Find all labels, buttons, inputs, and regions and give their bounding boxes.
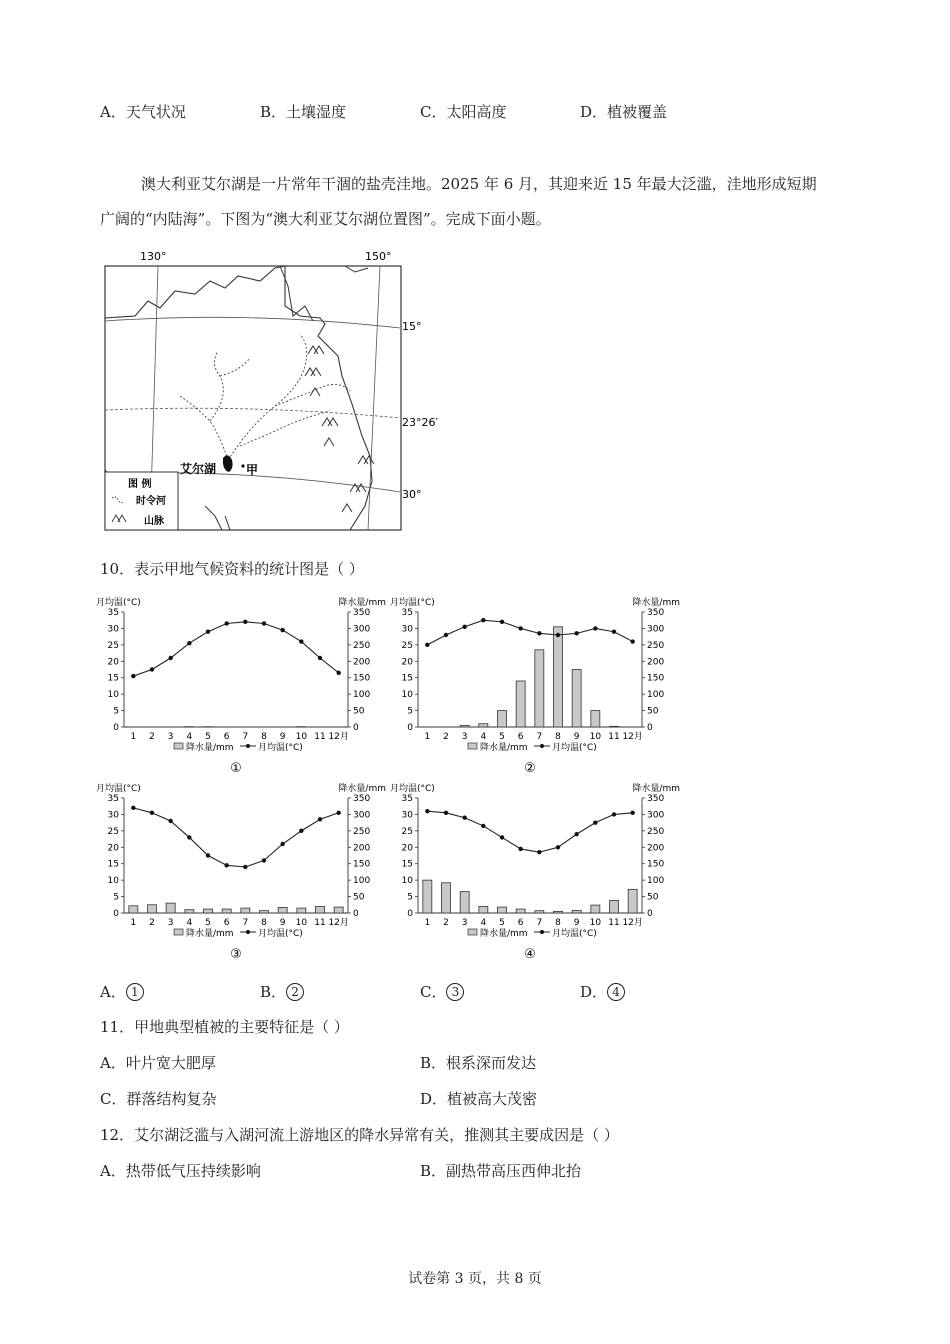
left-tick-label: 20 xyxy=(107,843,119,854)
precip-bar xyxy=(316,906,325,913)
legend-precip-swatch xyxy=(174,929,183,935)
month-label: 4 xyxy=(186,918,193,928)
temp-point xyxy=(425,643,429,647)
month-label: 10 xyxy=(295,918,308,928)
month-label: 1 xyxy=(130,918,137,928)
left-tick-label: 0 xyxy=(407,909,413,919)
temp-point xyxy=(537,631,541,635)
right-tick-label: 350 xyxy=(353,794,371,804)
left-tick-label: 30 xyxy=(401,624,413,635)
temp-line xyxy=(427,811,632,852)
temp-point xyxy=(168,656,172,660)
lat-label-15: 15° xyxy=(402,320,422,333)
precip-bar xyxy=(554,911,563,913)
temp-point xyxy=(318,817,322,821)
left-tick-label: 20 xyxy=(401,657,413,668)
q10-option-a[interactable] xyxy=(100,981,144,1002)
temp-line xyxy=(427,620,632,645)
left-axis-title: 月均温(°C) xyxy=(96,784,141,794)
precip-bar xyxy=(185,910,194,913)
month-label: 7 xyxy=(536,732,543,742)
legend-precip-swatch xyxy=(174,743,183,749)
precip-bar xyxy=(148,905,157,913)
left-axis-title: 月均温(°C) xyxy=(96,598,141,608)
q10-option-b-letter: B． xyxy=(260,983,287,1001)
right-tick-label: 0 xyxy=(353,723,359,733)
precip-bar xyxy=(479,906,488,913)
month-label: 5 xyxy=(205,918,211,928)
temp-point xyxy=(612,630,616,634)
temp-point xyxy=(444,811,448,815)
precip-bar xyxy=(516,909,525,913)
temp-point xyxy=(630,811,634,815)
temp-point xyxy=(574,832,578,836)
right-tick-label: 200 xyxy=(647,843,665,854)
temp-point xyxy=(224,621,228,625)
legend-temp-label: 月均温(°C) xyxy=(258,929,303,939)
temp-point xyxy=(150,667,154,671)
month-label: 3 xyxy=(461,918,468,928)
right-tick-label: 50 xyxy=(353,892,365,903)
right-tick-label: 0 xyxy=(353,909,359,919)
month-label: 12月 xyxy=(622,918,643,928)
map-legend xyxy=(105,472,178,530)
legend-temp-label: 月均温(°C) xyxy=(552,929,597,939)
temp-point xyxy=(537,850,541,854)
climate-chart-2 xyxy=(390,594,680,782)
temp-point xyxy=(262,621,266,625)
month-label: 4 xyxy=(186,732,193,742)
precip-bar xyxy=(129,906,138,913)
right-tick-label: 350 xyxy=(353,608,371,618)
temp-point xyxy=(462,816,466,820)
chart-number-label: ③ xyxy=(230,947,242,962)
left-axis-title: 月均温(°C) xyxy=(390,598,435,608)
month-label: 7 xyxy=(536,918,543,928)
right-tick-label: 200 xyxy=(353,843,371,854)
left-axis-title: 月均温(°C) xyxy=(390,784,435,794)
month-label: 6 xyxy=(223,732,230,742)
precip-bar xyxy=(610,726,619,727)
month-label: 12月 xyxy=(328,918,349,928)
left-tick-label: 15 xyxy=(401,859,413,870)
left-tick-label: 15 xyxy=(401,673,413,684)
legend-title: 图 例 xyxy=(128,479,152,490)
right-tick-label: 50 xyxy=(647,706,659,717)
right-tick-label: 300 xyxy=(353,810,371,821)
month-label: 11 xyxy=(314,918,326,928)
temp-point xyxy=(500,835,504,839)
legend-precip-label: 降水量/mm xyxy=(186,743,234,753)
temp-point xyxy=(518,626,522,630)
legend-precip-label: 降水量/mm xyxy=(480,743,528,753)
month-label: 3 xyxy=(461,732,468,742)
month-label: 4 xyxy=(480,732,487,742)
precip-bar xyxy=(334,907,343,913)
q10-option-d-mark: 4 xyxy=(607,983,625,1001)
month-label: 10 xyxy=(589,918,602,928)
page-footer: 试卷第 3 页，共 8 页 xyxy=(408,1271,542,1287)
chart-number-label: ② xyxy=(524,761,536,776)
temp-point xyxy=(206,630,210,634)
legend-river-label: 时令河 xyxy=(136,496,166,507)
right-tick-label: 0 xyxy=(647,909,653,919)
month-label: 4 xyxy=(480,918,487,928)
left-tick-label: 35 xyxy=(401,794,413,804)
temp-point xyxy=(280,842,284,846)
right-tick-label: 100 xyxy=(647,876,665,887)
right-tick-label: 150 xyxy=(353,859,371,870)
left-tick-label: 5 xyxy=(113,706,119,717)
month-label: 11 xyxy=(314,732,326,742)
temp-point xyxy=(224,863,228,867)
temp-point xyxy=(500,620,504,624)
left-tick-label: 10 xyxy=(107,876,119,887)
legend-precip-label: 降水量/mm xyxy=(186,929,234,939)
precip-bar xyxy=(554,627,563,727)
q10-option-d[interactable] xyxy=(580,981,625,1002)
temp-point xyxy=(187,641,191,645)
precip-bar xyxy=(479,724,488,727)
precip-bar xyxy=(423,880,432,913)
month-label: 1 xyxy=(424,918,431,928)
right-tick-label: 100 xyxy=(353,876,371,887)
temp-point xyxy=(444,633,448,637)
temp-point xyxy=(630,639,634,643)
right-axis-title: 降水量/mm xyxy=(338,784,386,794)
right-tick-label: 300 xyxy=(647,810,665,821)
q9-option-d[interactable]: D．植被覆盖 xyxy=(580,103,668,121)
precip-bar xyxy=(204,909,213,913)
chart-number-label: ① xyxy=(230,761,242,776)
right-tick-label: 150 xyxy=(647,859,665,870)
month-label: 5 xyxy=(499,732,505,742)
climate-chart-1 xyxy=(96,594,386,782)
month-label: 9 xyxy=(279,918,286,928)
point-label-jia: 甲 xyxy=(246,463,259,477)
q11-option-d[interactable]: D．植被高大茂密 xyxy=(420,1090,538,1108)
precip-bar xyxy=(516,681,525,727)
temp-point xyxy=(481,824,485,828)
precip-bar xyxy=(166,903,175,913)
temp-point xyxy=(518,847,522,851)
temp-point xyxy=(299,829,303,833)
temp-point xyxy=(243,620,247,624)
legend-precip-label: 降水量/mm xyxy=(480,929,528,939)
lat-label-30: 30° xyxy=(402,488,422,501)
right-tick-label: 300 xyxy=(647,624,665,635)
legend-temp-dot xyxy=(540,744,544,748)
temp-point xyxy=(168,819,172,823)
temp-point xyxy=(556,633,560,637)
precip-bar xyxy=(460,892,469,913)
intro-line-1: 澳大利亚艾尔湖是一片常年干涸的盐壳洼地。2025 年 6 月，其迎来近 15 年最大泛滥，洼地形成短期 xyxy=(141,175,817,193)
q10-option-c[interactable] xyxy=(420,981,464,1002)
temp-point xyxy=(187,835,191,839)
precip-bar xyxy=(628,889,637,913)
temp-point xyxy=(336,671,340,675)
left-tick-label: 20 xyxy=(401,843,413,854)
right-tick-label: 100 xyxy=(353,690,371,701)
month-label: 12月 xyxy=(328,732,349,742)
month-label: 8 xyxy=(555,918,561,928)
precip-bar xyxy=(278,907,287,913)
q10-option-c-letter: C． xyxy=(420,983,447,1001)
month-label: 8 xyxy=(261,918,267,928)
chart-number-label: ④ xyxy=(524,947,536,962)
precip-bar xyxy=(572,670,581,728)
temp-point xyxy=(206,853,210,857)
q10-option-b[interactable] xyxy=(260,981,304,1002)
month-label: 11 xyxy=(608,918,620,928)
climate-chart-3 xyxy=(96,780,386,968)
precip-bar xyxy=(610,901,619,913)
right-tick-label: 250 xyxy=(353,826,371,837)
q9-option-c[interactable]: C．太阳高度 xyxy=(420,103,507,121)
right-tick-label: 250 xyxy=(647,640,665,651)
right-tick-label: 0 xyxy=(647,723,653,733)
month-label: 2 xyxy=(149,918,155,928)
right-tick-label: 50 xyxy=(353,706,365,717)
legend-temp-label: 月均温(°C) xyxy=(552,743,597,753)
right-tick-label: 200 xyxy=(353,657,371,668)
precip-bar xyxy=(498,907,507,913)
month-label: 3 xyxy=(167,918,174,928)
q10-option-d-letter: D． xyxy=(580,983,608,1001)
left-tick-label: 15 xyxy=(107,673,119,684)
precip-bar xyxy=(535,911,544,913)
month-label: 3 xyxy=(167,732,174,742)
temp-point xyxy=(556,845,560,849)
left-tick-label: 30 xyxy=(107,810,119,821)
left-tick-label: 5 xyxy=(407,706,413,717)
temp-point xyxy=(131,674,135,678)
precip-bar xyxy=(498,711,507,727)
lon-label-150: 150° xyxy=(365,250,392,263)
left-tick-label: 10 xyxy=(401,876,413,887)
temp-point xyxy=(131,806,135,810)
legend-temp-label: 月均温(°C) xyxy=(258,743,303,753)
left-tick-label: 15 xyxy=(107,859,119,870)
q10-option-c-mark: 3 xyxy=(446,983,464,1001)
q10-option-b-mark: 2 xyxy=(286,983,304,1001)
precip-bar xyxy=(460,725,469,727)
month-label: 6 xyxy=(517,732,524,742)
q11-option-c[interactable]: C．群落结构复杂 xyxy=(100,1090,217,1108)
right-tick-label: 300 xyxy=(353,624,371,635)
climate-chart-4 xyxy=(390,780,680,968)
right-tick-label: 150 xyxy=(647,673,665,684)
left-tick-label: 35 xyxy=(401,608,413,618)
temp-line xyxy=(133,808,338,867)
temp-point xyxy=(481,618,485,622)
precip-bar xyxy=(442,883,451,913)
left-tick-label: 30 xyxy=(401,810,413,821)
month-label: 6 xyxy=(517,918,524,928)
temp-point xyxy=(150,811,154,815)
temp-line xyxy=(133,622,338,676)
q9-option-a[interactable]: A．天气状况 xyxy=(100,103,186,121)
month-label: 9 xyxy=(279,732,286,742)
lon-label-130: 130° xyxy=(140,250,167,263)
temp-point xyxy=(280,628,284,632)
legend-precip-swatch xyxy=(468,929,477,935)
left-tick-label: 0 xyxy=(113,909,119,919)
eyre-lake-location-map xyxy=(100,246,438,534)
right-tick-label: 100 xyxy=(647,690,665,701)
q12-stem: 12．艾尔湖泛滥与入湖河流上游地区的降水异常有关，推测其主要成因是（ ） xyxy=(100,1126,619,1144)
right-tick-label: 250 xyxy=(647,826,665,837)
month-label: 8 xyxy=(555,732,561,742)
left-tick-label: 0 xyxy=(407,723,413,733)
month-label: 11 xyxy=(608,732,620,742)
month-label: 5 xyxy=(499,918,505,928)
month-label: 9 xyxy=(573,918,580,928)
month-label: 12月 xyxy=(622,732,643,742)
precip-bar xyxy=(591,905,600,913)
left-tick-label: 20 xyxy=(107,657,119,668)
month-label: 1 xyxy=(424,732,431,742)
right-tick-label: 200 xyxy=(647,657,665,668)
month-label: 7 xyxy=(242,918,249,928)
temp-point xyxy=(243,865,247,869)
temp-point xyxy=(262,858,266,862)
right-axis-title: 降水量/mm xyxy=(632,598,680,608)
month-label: 1 xyxy=(130,732,137,742)
point-jia xyxy=(241,464,244,467)
temp-point xyxy=(593,626,597,630)
legend-temp-dot xyxy=(540,930,544,934)
right-tick-label: 150 xyxy=(353,673,371,684)
intro-line-2: 广阔的“内陆海”。下图为“澳大利亚艾尔湖位置图”。完成下面小题。 xyxy=(100,210,551,228)
precip-bar xyxy=(222,909,231,913)
right-tick-label: 350 xyxy=(647,608,665,618)
month-label: 2 xyxy=(149,732,155,742)
left-tick-label: 0 xyxy=(113,723,119,733)
precip-bar xyxy=(572,910,581,913)
month-label: 8 xyxy=(261,732,267,742)
left-tick-label: 25 xyxy=(107,640,119,651)
precip-bar xyxy=(591,711,600,727)
legend-temp-dot xyxy=(246,930,250,934)
q12-option-a[interactable]: A．热带低气压持续影响 xyxy=(100,1162,261,1180)
month-label: 7 xyxy=(242,732,249,742)
q9-option-b[interactable]: B．土壤湿度 xyxy=(260,103,347,121)
left-tick-label: 25 xyxy=(401,826,413,837)
legend-temp-dot xyxy=(246,744,250,748)
month-label: 10 xyxy=(295,732,308,742)
temp-point xyxy=(462,625,466,629)
temp-point xyxy=(593,820,597,824)
month-label: 6 xyxy=(223,918,230,928)
lake-label: 艾尔湖 xyxy=(180,462,217,476)
q11-stem: 11．甲地典型植被的主要特征是（ ） xyxy=(100,1018,349,1036)
precip-bar xyxy=(535,650,544,727)
left-tick-label: 5 xyxy=(407,892,413,903)
temp-point xyxy=(336,811,340,815)
left-tick-label: 10 xyxy=(401,690,413,701)
q10-option-a-mark: 1 xyxy=(126,983,144,1001)
month-label: 2 xyxy=(443,918,449,928)
temp-point xyxy=(612,812,616,816)
temp-point xyxy=(299,639,303,643)
precip-bar xyxy=(297,908,306,913)
left-tick-label: 25 xyxy=(107,826,119,837)
right-axis-title: 降水量/mm xyxy=(338,598,386,608)
left-tick-label: 10 xyxy=(107,690,119,701)
right-axis-title: 降水量/mm xyxy=(632,784,680,794)
q11-option-a[interactable]: A．叶片宽大肥厚 xyxy=(100,1054,216,1072)
right-tick-label: 250 xyxy=(353,640,371,651)
temp-point xyxy=(318,656,322,660)
legend-precip-swatch xyxy=(468,743,477,749)
month-label: 2 xyxy=(443,732,449,742)
lat-label-tropic: 23°26′ xyxy=(402,416,438,429)
left-tick-label: 5 xyxy=(113,892,119,903)
left-tick-label: 35 xyxy=(107,794,119,804)
q11-option-b[interactable]: B．根系深而发达 xyxy=(420,1054,537,1072)
precip-bar xyxy=(241,908,250,913)
temp-point xyxy=(574,631,578,635)
left-tick-label: 30 xyxy=(107,624,119,635)
temp-point xyxy=(425,809,429,813)
month-label: 9 xyxy=(573,732,580,742)
q12-option-b[interactable]: B．副热带高压西伸北抬 xyxy=(420,1162,582,1180)
left-tick-label: 25 xyxy=(401,640,413,651)
right-tick-label: 350 xyxy=(647,794,665,804)
q10-option-a-letter: A． xyxy=(100,983,126,1001)
month-label: 10 xyxy=(589,732,602,742)
precip-bar xyxy=(260,911,269,913)
left-tick-label: 35 xyxy=(107,608,119,618)
month-label: 5 xyxy=(205,732,211,742)
legend-mountain-label: 山脉 xyxy=(144,516,164,527)
q10-stem: 10．表示甲地气候资料的统计图是（ ） xyxy=(100,560,364,578)
right-tick-label: 50 xyxy=(647,892,659,903)
